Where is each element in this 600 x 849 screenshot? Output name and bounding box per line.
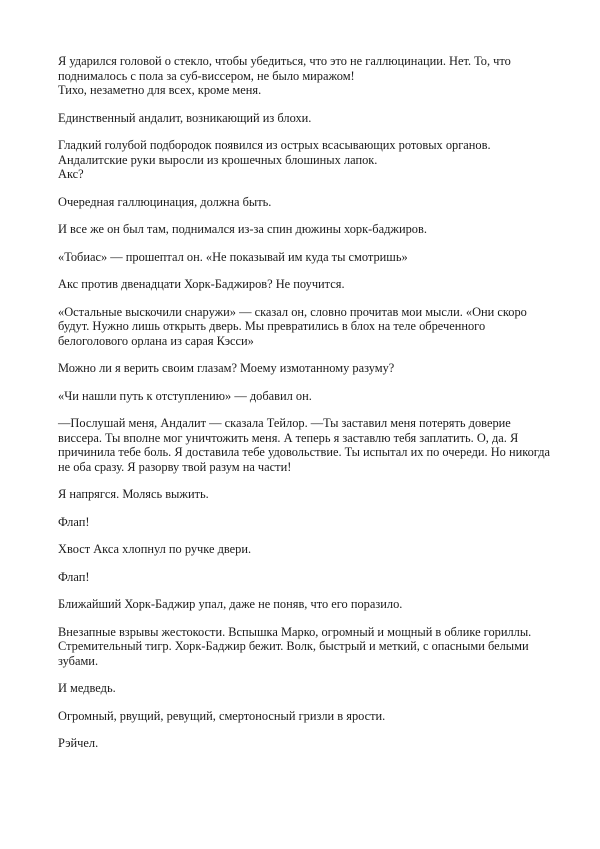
text-line: Внезапные взрывы жестокости. Вспышка Марко, огромный и мощный в облике гориллы. [58, 624, 532, 639]
text-line: будут. Нужно лишь открыть дверь. Мы превратились в блох на теле обреченного [58, 319, 486, 333]
paragraph [58, 54, 548, 98]
text-line: Андалитские руки выросли из крошечных блошиных лапок. [58, 152, 378, 167]
paragraph [58, 515, 548, 530]
text-line: белоголового орлана из сарая Кэсси» [58, 333, 254, 348]
text-line: «Остальные выскочили снаружи» — сказал он, словно прочитав мои мысли. «Они скоро [58, 304, 527, 319]
document-page [58, 54, 551, 764]
paragraph [58, 487, 548, 502]
text-line: виссера. Ты вполне мог уничтожить меня. А теперь я заставлю тебя заплатить. О, да. Я [58, 430, 519, 445]
text-line: Акс? [58, 167, 84, 181]
paragraph [58, 305, 548, 349]
text-line: Стремительный тигр. Хорк-Баджир бежит. Волк, быстрый и меткий, с опасными белыми [58, 639, 529, 653]
text-line: Единственный андалит, возникающий из блохи. [58, 110, 312, 125]
text-line: Акс против двенадцати Хорк-Баджиров? Не поучится. [58, 277, 345, 291]
text-line: Тихо, незаметно для всех, кроме меня. [58, 83, 262, 97]
text-line: «Тобиас» — прошептал он. «Не показывай им куда ты смотришь» [58, 249, 408, 264]
paragraph [58, 416, 551, 474]
paragraph [58, 195, 548, 210]
paragraph [58, 625, 548, 669]
text-line: Флап! [58, 569, 90, 584]
paragraph [58, 389, 548, 404]
text-line: Ближайший Хорк-Баджир упал, даже не поняв, что его поразило. [58, 597, 403, 611]
text-line: «Чи нашли путь к отступлению» — добавил он. [58, 388, 312, 403]
text-line: Гладкий голубой подбородок появился из острых всасывающих ротовых органов. [58, 138, 491, 152]
paragraph [58, 111, 548, 126]
paragraph [58, 222, 548, 237]
text-line: Флап! [58, 514, 90, 529]
text-line: Я ударился головой о стекло, чтобы убедиться, что это не галлюцинации. Нет. То, что [58, 54, 511, 68]
text-line: Очередная галлюцинация, должна быть. [58, 194, 272, 209]
paragraph [58, 542, 548, 557]
text-line: поднималось с пола за суб-виссером, не было миражом! [58, 68, 355, 83]
text-line: Можно ли я верить своим глазам? Моему измотанному разуму? [58, 361, 395, 375]
text-line: причинила тебе боль. Я доставила тебе удовольствие. Ты испытал их по очереди. Но никогда [58, 445, 551, 459]
paragraph [58, 277, 548, 292]
paragraph [58, 597, 548, 612]
text-line: Я напрягся. Молясь выжить. [58, 487, 209, 501]
text-line: Хвост Акса хлопнул по ручке двери. [58, 542, 252, 556]
paragraph [58, 736, 548, 751]
paragraph [58, 361, 548, 376]
paragraph [58, 250, 548, 265]
text-line: не оба сразу. Я разорву твой разум на части! [58, 459, 292, 474]
text-line: И все же он был там, поднимался из-за спин дюжины хорк-баджиров. [58, 222, 427, 236]
text-line: зубами. [58, 653, 99, 668]
paragraph [58, 138, 548, 182]
text-line: Огромный, рвущий, ревущий, смертоносный гризли в ярости. [58, 708, 386, 723]
text-line: Рэйчел. [58, 736, 99, 750]
text-line: И медведь. [58, 681, 116, 695]
text-line: —Послушай меня, Андалит — сказала Тейлор. —Ты заставил меня потерять доверие [58, 416, 511, 430]
paragraph [58, 570, 548, 585]
paragraph [58, 709, 548, 724]
paragraph [58, 681, 548, 696]
